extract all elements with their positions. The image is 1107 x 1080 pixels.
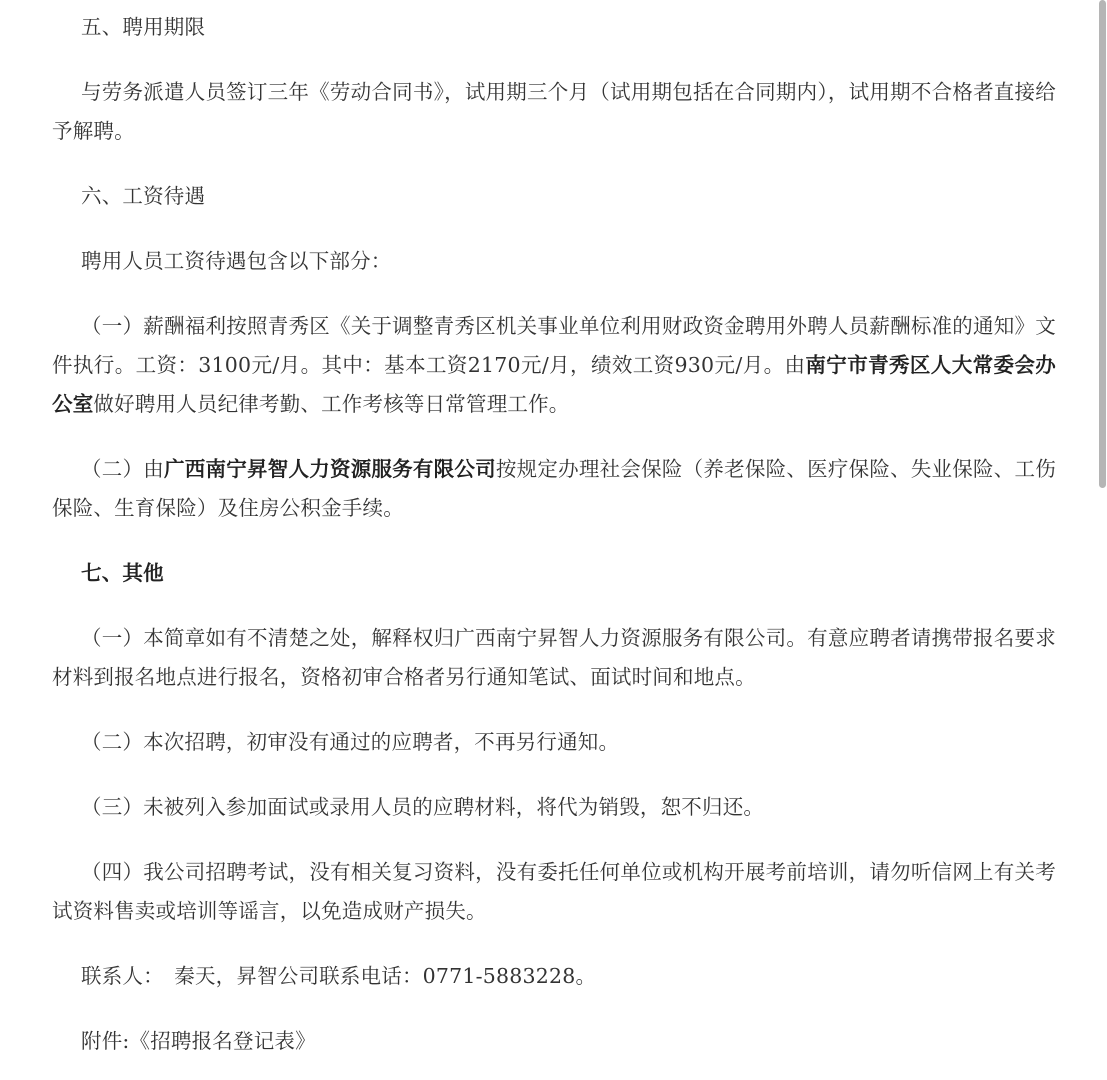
section-6-item-2 (52, 450, 1056, 528)
contact-line: 联系人： 秦天，昇智公司联系电话：0771-5883228。 (81, 964, 597, 988)
section-7-heading: 七、其他 (81, 561, 164, 585)
attachment-link[interactable]: 附件:《招聘报名登记表》 (81, 1029, 316, 1053)
item-2-company-name: 广西南宁昇智人力资源服务有限公司 (163, 457, 496, 481)
section-6-item-1 (52, 307, 1056, 424)
section-6-heading: 六、工资待遇 (81, 184, 206, 208)
section-5-heading: 五、聘用期限 (81, 15, 206, 39)
section-6-intro: 聘用人员工资待遇包含以下部分： (81, 249, 392, 273)
scrollbar-thumb[interactable] (1099, 0, 1106, 488)
item-1-text-a: （一）薪酬福利按照青秀区《关于调整青秀区机关事业单位利用财政资金聘用外聘人员薪酬标准的通知》文件执行。工资：3100元/月。其中：基本工资2170元/月，绩效工资930元/月。由 (52, 314, 1056, 377)
item-1-text-b: 做好聘用人员纪律考勤、工作考核等日常管理工作。 (93, 392, 570, 416)
section-5-paragraph: 与劳务派遣人员签订三年《劳动合同书》，试用期三个月（试用期包括在合同期内），试用期不合格者直接给予解聘。 (52, 80, 1056, 143)
item-2-text-a: （二）由 (81, 457, 164, 481)
section-7-item-2: （二）本次招聘，初审没有通过的应聘者，不再另行通知。 (81, 730, 620, 754)
article-body (52, 8, 1056, 1061)
section-7-item-3: （三）未被列入参加面试或录用人员的应聘材料，将代为销毁，恕不归还。 (81, 795, 765, 819)
section-7-item-4: （四）我公司招聘考试，没有相关复习资料，没有委托任何单位或机构开展考前培训，请勿听信网上有关考试资料售卖或培训等谣言，以免造成财产损失。 (52, 860, 1056, 923)
scrollbar-track[interactable] (1098, 0, 1107, 1080)
item-2-text-b: 按规定办理社会保险（养老保险、医疗保险、失业保险、工伤保险、生育保险）及住房公积金手续。 (52, 457, 1056, 520)
section-7-item-1: （一）本简章如有不清楚之处，解释权归广西南宁昇智人力资源服务有限公司。有意应聘者请携带报名要求材料到报名地点进行报名，资格初审合格者另行通知笔试、面试时间和地点。 (52, 626, 1056, 689)
item-1-org-name: 南宁市青秀区人大常委会办公室 (52, 353, 1056, 416)
